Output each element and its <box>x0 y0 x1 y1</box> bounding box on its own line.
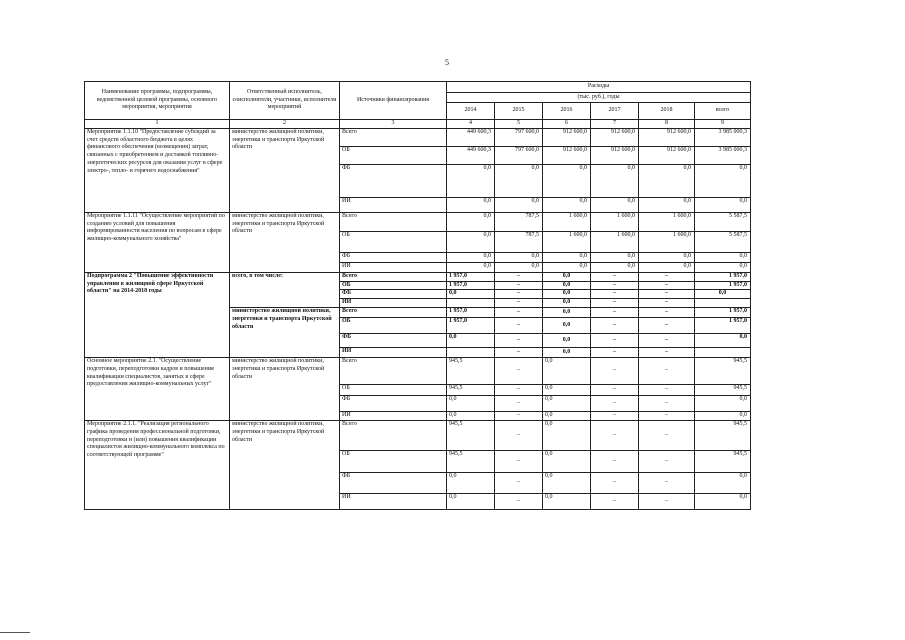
subprogram-name: Подпрограмма 2 "Повышение эффективности управления в жилищной сфере Иркутской области" на 2014-2018 годы <box>85 272 230 357</box>
source-cell: ФБ <box>340 472 447 493</box>
col-number: 4 <box>447 120 495 129</box>
value-cell: 0,0 <box>695 252 751 262</box>
value-cell: 945,5 <box>447 357 495 384</box>
value-cell: 0,0 <box>695 472 751 493</box>
value-cell: 945,5 <box>695 357 751 384</box>
value-cell <box>695 299 751 308</box>
value-cell: 0,0 <box>639 197 695 212</box>
value-cell: – <box>495 290 543 299</box>
source-cell: Всего <box>340 272 447 281</box>
col-number: 5 <box>495 120 543 129</box>
value-cell: – <box>495 347 543 357</box>
value-cell: 0,0 <box>543 347 591 357</box>
value-cell: – <box>495 281 543 290</box>
value-cell <box>695 347 751 357</box>
value-cell: – <box>639 493 695 509</box>
value-cell: 912 600,0 <box>591 128 639 146</box>
value-cell: 0,0 <box>447 472 495 493</box>
value-cell: 0,0 <box>639 252 695 262</box>
value-cell: 787,5 <box>495 212 543 231</box>
col-number: 1 <box>85 120 230 129</box>
value-cell: 0,0 <box>447 333 495 347</box>
source-cell: ОБ <box>340 231 447 252</box>
value-cell: – <box>495 420 543 450</box>
value-cell: 0,0 <box>495 197 543 212</box>
value-cell: – <box>591 357 639 384</box>
value-cell: 449 600,3 <box>447 128 495 146</box>
value-cell: 1 957,0 <box>447 317 495 333</box>
activity-name: Мероприятие 1.1.10 "Предоставление субсидий за счет средств областного бюджета в целях финансового обеспечения (возмещения) затрат, связанных с приобретением и доставкой топливно-энергетических ресурсов для оказания услуг в сфере электро-, тепло- и горячего водоснабжения" <box>85 128 230 212</box>
value-cell: 0,0 <box>695 290 751 299</box>
value-cell: 0,0 <box>495 262 543 272</box>
responsible-executor: министерство жилищной политики, энергетики и транспорта Иркутской области <box>230 128 340 212</box>
value-cell: 0,0 <box>543 272 591 281</box>
value-cell: 0,0 <box>447 395 495 411</box>
value-cell: 0,0 <box>543 307 591 317</box>
source-cell: ФБ <box>340 164 447 197</box>
value-cell: – <box>639 299 695 308</box>
value-cell: 0,0 <box>447 197 495 212</box>
scan-artifact-line <box>0 632 30 633</box>
value-cell: 0,0 <box>495 252 543 262</box>
header-year: 2015 <box>495 103 543 120</box>
value-cell: – <box>495 317 543 333</box>
value-cell: – <box>495 307 543 317</box>
source-cell: ИИ <box>340 493 447 509</box>
col-number: 7 <box>591 120 639 129</box>
source-cell: ИИ <box>340 197 447 212</box>
value-cell: 0,0 <box>695 493 751 509</box>
value-cell: – <box>495 493 543 509</box>
value-cell: 0,0 <box>543 197 591 212</box>
value-cell: – <box>639 290 695 299</box>
value-cell: – <box>495 299 543 308</box>
col-number: 9 <box>695 120 751 129</box>
value-cell: – <box>591 307 639 317</box>
value-cell: – <box>591 290 639 299</box>
value-cell: – <box>639 420 695 450</box>
header-expenses: Расходы <box>447 82 751 93</box>
value-cell: – <box>495 384 543 395</box>
value-cell: 0,0 <box>447 212 495 231</box>
value-cell: – <box>639 272 695 281</box>
source-cell: ОБ <box>340 450 447 472</box>
value-cell: 912 600,0 <box>543 146 591 164</box>
value-cell: 0,0 <box>543 333 591 347</box>
value-cell: – <box>639 307 695 317</box>
value-cell: – <box>591 347 639 357</box>
source-cell: ФБ <box>340 290 447 299</box>
value-cell: 912 600,0 <box>639 128 695 146</box>
value-cell: 0,0 <box>543 384 591 395</box>
source-cell: ОБ <box>340 146 447 164</box>
value-cell: 0,0 <box>543 281 591 290</box>
value-cell: 0,0 <box>639 164 695 197</box>
source-cell: ИИ <box>340 299 447 308</box>
value-cell: 945,5 <box>695 420 751 450</box>
source-cell: ИИ <box>340 411 447 420</box>
value-cell: – <box>591 384 639 395</box>
value-cell: – <box>639 347 695 357</box>
value-cell: 1 600,0 <box>639 212 695 231</box>
value-cell: 0,0 <box>543 411 591 420</box>
source-cell: ОБ <box>340 317 447 333</box>
value-cell: 449 600,3 <box>447 146 495 164</box>
value-cell <box>447 299 495 308</box>
value-cell: 0,0 <box>695 333 751 347</box>
value-cell: 0,0 <box>543 420 591 450</box>
source-cell: ФБ <box>340 395 447 411</box>
value-cell: – <box>591 450 639 472</box>
header-year-total: всего <box>695 103 751 120</box>
value-cell: – <box>591 299 639 308</box>
value-cell: 1 957,0 <box>695 281 751 290</box>
source-cell: ИИ <box>340 262 447 272</box>
value-cell: – <box>591 333 639 347</box>
col-number: 6 <box>543 120 591 129</box>
value-cell: – <box>591 493 639 509</box>
header-year: 2016 <box>543 103 591 120</box>
value-cell: 5 587,5 <box>695 231 751 252</box>
value-cell: 787,5 <box>495 231 543 252</box>
value-cell: – <box>591 472 639 493</box>
value-cell: – <box>639 317 695 333</box>
value-cell: 1 600,0 <box>591 212 639 231</box>
value-cell: 0,0 <box>495 164 543 197</box>
value-cell: 0,0 <box>447 231 495 252</box>
value-cell: 1 600,0 <box>591 231 639 252</box>
header-units: (тыс. руб.), годы <box>447 93 751 103</box>
source-cell: Всего <box>340 420 447 450</box>
value-cell: – <box>639 411 695 420</box>
value-cell: 0,0 <box>543 472 591 493</box>
page-number: 5 <box>445 58 449 67</box>
value-cell: 0,0 <box>591 197 639 212</box>
value-cell: 0,0 <box>591 262 639 272</box>
value-cell: 0,0 <box>695 262 751 272</box>
value-cell: 0,0 <box>695 164 751 197</box>
table-row <box>85 272 751 281</box>
table-row <box>85 212 751 231</box>
table-row <box>85 357 751 384</box>
value-cell: 1 600,0 <box>543 212 591 231</box>
value-cell: 1 957,0 <box>447 307 495 317</box>
value-cell: – <box>495 395 543 411</box>
value-cell: 0,0 <box>695 395 751 411</box>
value-cell: – <box>495 450 543 472</box>
header-year: 2014 <box>447 103 495 120</box>
activity-name: Мероприятие 2.1.1. "Реализация регионального графика проведения профессиональной подготовки, переподготовки и (или) повышения квалификации специалистов жилищно-коммунального комплекса по соответствующей программе" <box>85 420 230 509</box>
value-cell: – <box>639 333 695 347</box>
col-number: 8 <box>639 120 695 129</box>
value-cell: 0,0 <box>639 262 695 272</box>
value-cell: 1 600,0 <box>543 231 591 252</box>
value-cell: 0,0 <box>447 252 495 262</box>
responsible-executor: министерство жилищной политики, энергетики и транспорта Иркутской области <box>230 212 340 272</box>
source-cell: ОБ <box>340 384 447 395</box>
value-cell: 1 957,0 <box>695 307 751 317</box>
header-source: Источники финансирования <box>340 82 447 120</box>
value-cell: 0,0 <box>543 299 591 308</box>
source-cell: Всего <box>340 212 447 231</box>
value-cell: – <box>639 384 695 395</box>
value-cell: 797 600,0 <box>495 146 543 164</box>
value-cell: 1 600,0 <box>639 231 695 252</box>
responsible-executor: министерство жилищной политики, энергетики и транспорта Иркутской области <box>230 420 340 509</box>
source-cell: Всего <box>340 128 447 146</box>
value-cell: 0,0 <box>447 411 495 420</box>
responsible-executor: министерство жилищной политики, энергетики и транспорта Иркутской области <box>230 357 340 420</box>
value-cell: 3 985 000,3 <box>695 128 751 146</box>
value-cell: 3 985 000,3 <box>695 146 751 164</box>
responsible-executor: министерство жилищной политики, энергетики и транспорта Иркутской области <box>230 307 340 357</box>
activity-name: Мероприятие 1.1.11 "Осуществление мероприятий по созданию условий для повышения информированности населения по вопросам в сфере жилищно-коммунального хозяйства" <box>85 212 230 272</box>
header-year: 2017 <box>591 103 639 120</box>
value-cell: – <box>591 317 639 333</box>
value-cell: 0,0 <box>543 252 591 262</box>
table-row <box>85 420 751 450</box>
value-cell: – <box>495 272 543 281</box>
value-cell: 0,0 <box>543 395 591 411</box>
source-cell: ОБ <box>340 281 447 290</box>
budget-table <box>84 81 751 510</box>
value-cell: 0,0 <box>543 493 591 509</box>
value-cell: 0,0 <box>543 450 591 472</box>
value-cell: 1 957,0 <box>695 272 751 281</box>
value-cell: 945,5 <box>695 450 751 472</box>
value-cell: 0,0 <box>695 411 751 420</box>
header-year: 2018 <box>639 103 695 120</box>
source-cell: Всего <box>340 357 447 384</box>
col-number: 2 <box>230 120 340 129</box>
value-cell: 0,0 <box>447 262 495 272</box>
value-cell: – <box>591 281 639 290</box>
value-cell: 0,0 <box>591 164 639 197</box>
value-cell: 0,0 <box>447 164 495 197</box>
source-cell: ФБ <box>340 333 447 347</box>
value-cell: 0,0 <box>447 493 495 509</box>
table-row <box>85 128 751 146</box>
value-cell: – <box>495 411 543 420</box>
value-cell: 5 587,5 <box>695 212 751 231</box>
value-cell: 1 957,0 <box>695 317 751 333</box>
value-cell: 0,0 <box>695 197 751 212</box>
header-responsible: Ответственный исполнитель, соисполнители, участники, исполнители мероприятий <box>230 82 340 120</box>
value-cell: 0,0 <box>543 262 591 272</box>
value-cell: – <box>591 411 639 420</box>
header-name: Наименование программы, подпрограммы, ведомственной целевой программы, основного мероприятия, мероприятия <box>85 82 230 120</box>
value-cell: 0,0 <box>543 317 591 333</box>
column-numbers-row <box>85 120 751 129</box>
value-cell: 1 957,0 <box>447 272 495 281</box>
col-number: 3 <box>340 120 447 129</box>
value-cell: 912 600,0 <box>591 146 639 164</box>
value-cell: 0,0 <box>543 164 591 197</box>
value-cell: 1 957,0 <box>447 281 495 290</box>
value-cell: – <box>639 450 695 472</box>
value-cell: – <box>639 395 695 411</box>
value-cell: – <box>495 472 543 493</box>
value-cell: 945,5 <box>447 450 495 472</box>
value-cell: – <box>639 472 695 493</box>
activity-name: Основное мероприятие 2.1. "Осуществление подготовки, переподготовки кадров и повышения квалификации специалистов, занятых в сфере предоставления жилищно-коммунальных услуг" <box>85 357 230 420</box>
value-cell <box>447 347 495 357</box>
source-cell: ФБ <box>340 252 447 262</box>
value-cell: – <box>639 281 695 290</box>
value-cell: 797 600,0 <box>495 128 543 146</box>
value-cell: 945,5 <box>447 420 495 450</box>
value-cell: – <box>591 272 639 281</box>
value-cell: 0,0 <box>543 357 591 384</box>
value-cell: 0,0 <box>543 290 591 299</box>
value-cell: 945,5 <box>695 384 751 395</box>
value-cell: 945,5 <box>447 384 495 395</box>
value-cell: – <box>495 357 543 384</box>
value-cell: 912 600,0 <box>543 128 591 146</box>
responsible-total: всего, в том числе: <box>230 272 340 307</box>
value-cell: – <box>639 357 695 384</box>
value-cell: – <box>591 395 639 411</box>
source-cell: Всего <box>340 307 447 317</box>
source-cell: ИИ <box>340 347 447 357</box>
value-cell: 0,0 <box>591 252 639 262</box>
value-cell: – <box>591 420 639 450</box>
value-cell: – <box>495 333 543 347</box>
value-cell: 912 600,0 <box>639 146 695 164</box>
value-cell: 0,0 <box>447 290 495 299</box>
